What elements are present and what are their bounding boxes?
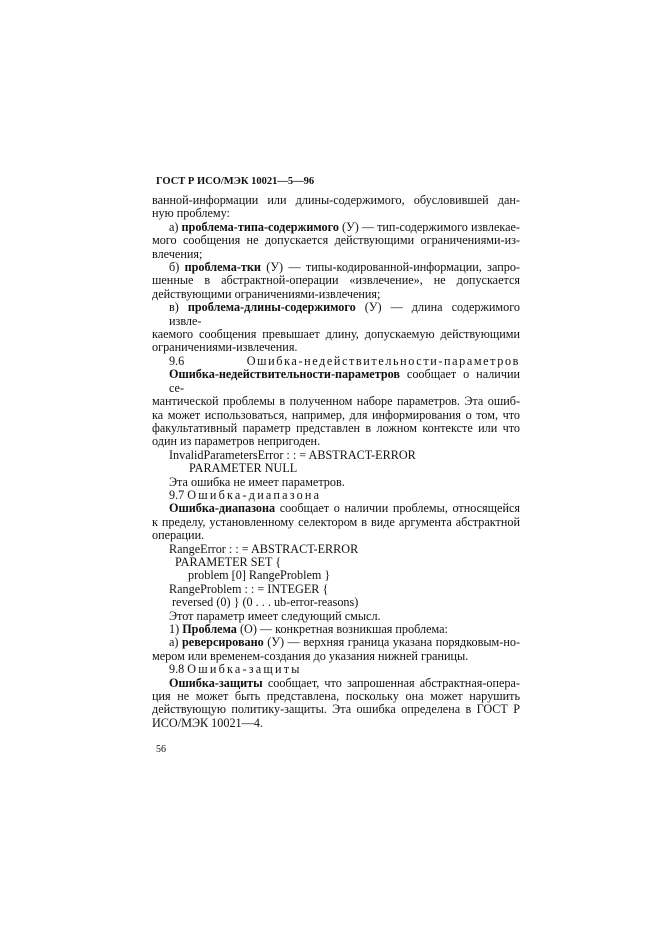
text-segment: problem [0] RangeProblem }: [188, 568, 331, 583]
section-heading: Ошибка-диапазона: [187, 487, 322, 502]
text-line: [152, 690, 520, 703]
text-segment: (У) — длина содержимого извле-: [169, 300, 520, 328]
text-segment: ную проблему:: [152, 206, 230, 221]
text-line: [152, 355, 520, 368]
text-line: [152, 476, 520, 489]
document-body: [152, 194, 520, 730]
bold-term: Ошибка-диапазона: [169, 501, 276, 516]
text-segment: б): [169, 260, 185, 275]
text-segment: действующую политику-защиты. Эта ошибка определена в ГОСТ Р: [152, 702, 520, 717]
text-line: [152, 207, 520, 220]
text-segment: ка может использоваться, например, для информирования о том, что: [152, 407, 520, 422]
text-line: [152, 341, 520, 354]
bold-term: проблема-типа-содержимого: [181, 219, 339, 234]
text-line: [152, 636, 520, 649]
text-line: [152, 368, 520, 395]
text-segment: PARAMETER NULL: [189, 461, 298, 476]
text-segment: reversed (0) } (0 . . . ub-error-reasons): [172, 595, 359, 610]
text-line: [152, 583, 520, 596]
text-segment: сообщает о наличии се-: [169, 367, 520, 395]
bold-term: проблема-тки: [184, 260, 261, 275]
text-segment: влечения;: [152, 246, 203, 261]
text-line: [152, 703, 520, 716]
text-segment: (О) — конкретная возникшая проблема:: [236, 622, 448, 636]
bold-term: проблема-длины-содержимого: [187, 300, 356, 315]
section-heading: Ошибка-защиты: [187, 662, 302, 677]
text-segment: сообщает, что запрошенная абстрактная-опера-: [262, 675, 520, 690]
text-segment: сообщает о наличии проблемы, относящейся: [275, 501, 520, 516]
text-line: [152, 462, 520, 475]
text-segment: 9.6: [169, 353, 247, 368]
text-segment: PARAMETER SET {: [175, 554, 282, 569]
section-heading: Ошибка-недействительности-параметров: [246, 353, 520, 368]
text-line: [152, 261, 520, 274]
text-segment: Эта ошибка не имеет параметров.: [169, 474, 345, 489]
text-segment: 1): [169, 622, 183, 636]
text-segment: к пределу, установленному селектором в виде аргумента абстрактной: [152, 514, 520, 529]
text-line: [152, 650, 520, 663]
text-line: [152, 395, 520, 408]
text-line: [152, 596, 520, 609]
text-segment: ванной-информации или длины-содержимого, обусловившей дан-: [152, 193, 520, 207]
text-segment: ИСО/МЭК 10021—4.: [152, 715, 263, 730]
text-segment: мого сообщения не допускается действующими ограничениями-из-: [152, 233, 520, 248]
text-segment: RangeProblem : : = INTEGER {: [169, 581, 329, 596]
text-line: [152, 516, 520, 529]
text-line: [152, 221, 520, 234]
text-segment: факультативный параметр представлен в ложном контексте или что: [152, 420, 520, 435]
text-line: [152, 194, 520, 207]
text-segment: в): [169, 300, 188, 315]
text-line: [152, 301, 520, 328]
text-segment: 9.7: [169, 487, 188, 502]
page-number: 56: [156, 744, 166, 755]
text-line: [152, 543, 520, 556]
text-line: [152, 288, 520, 301]
text-line: [152, 529, 520, 542]
text-line: [152, 677, 520, 690]
text-segment: операции.: [152, 528, 205, 543]
text-line: [152, 274, 520, 287]
text-segment: (У) — верхняя граница указана порядковым-но-: [263, 635, 521, 650]
text-segment: InvalidParametersError : : = ABSTRACT-ERROR: [169, 447, 416, 462]
text-line: [152, 409, 520, 422]
text-line: [152, 489, 520, 502]
text-segment: ция не может быть представлена, поскольку она может нарушить: [152, 689, 520, 704]
text-segment: RangeError : : = ABSTRACT-ERROR: [169, 541, 359, 556]
bold-term: Проблема: [182, 622, 237, 636]
text-segment: ограничениями-извлечения.: [152, 340, 298, 355]
text-line: [152, 435, 520, 448]
text-segment: мером или временем-создания до указания нижней границы.: [152, 648, 469, 663]
bold-term: Ошибка-защиты: [169, 675, 263, 690]
text-line: [152, 623, 520, 636]
text-line: [152, 610, 520, 623]
text-segment: шенные в абстрактной-операции «извлечение», не допускается: [152, 273, 520, 288]
text-segment: а): [169, 219, 182, 234]
text-segment: один из параметров непригоден.: [152, 434, 321, 449]
text-line: [152, 569, 520, 582]
text-segment: мантической проблемы в полученном наборе параметров. Эта ошиб-: [152, 394, 520, 409]
text-line: [152, 556, 520, 569]
text-segment: (У) — тип-содержимого извлекае-: [338, 219, 520, 234]
text-segment: (У) — типы-кодированной-информации, запро-: [260, 260, 520, 275]
document-header: ГОСТ Р ИСО/МЭК 10021—5—96: [156, 176, 315, 187]
text-segment: 9.8: [169, 662, 188, 677]
text-line: [152, 328, 520, 341]
bold-term: Ошибка-недействительности-параметров: [169, 367, 400, 382]
text-segment: Этот параметр имеет следующий смысл.: [169, 608, 381, 623]
text-line: [152, 248, 520, 261]
text-line: [152, 502, 520, 515]
text-line: [152, 449, 520, 462]
text-segment: действующими ограничениями-извлечения;: [152, 286, 381, 301]
text-line: [152, 663, 520, 676]
text-line: [152, 422, 520, 435]
text-line: [152, 234, 520, 247]
text-segment: а): [169, 635, 182, 650]
text-line: [152, 717, 520, 730]
text-segment: каемого сообщения превышает длину, допускаемую действующими: [152, 327, 520, 342]
bold-term: реверсировано: [182, 635, 264, 650]
